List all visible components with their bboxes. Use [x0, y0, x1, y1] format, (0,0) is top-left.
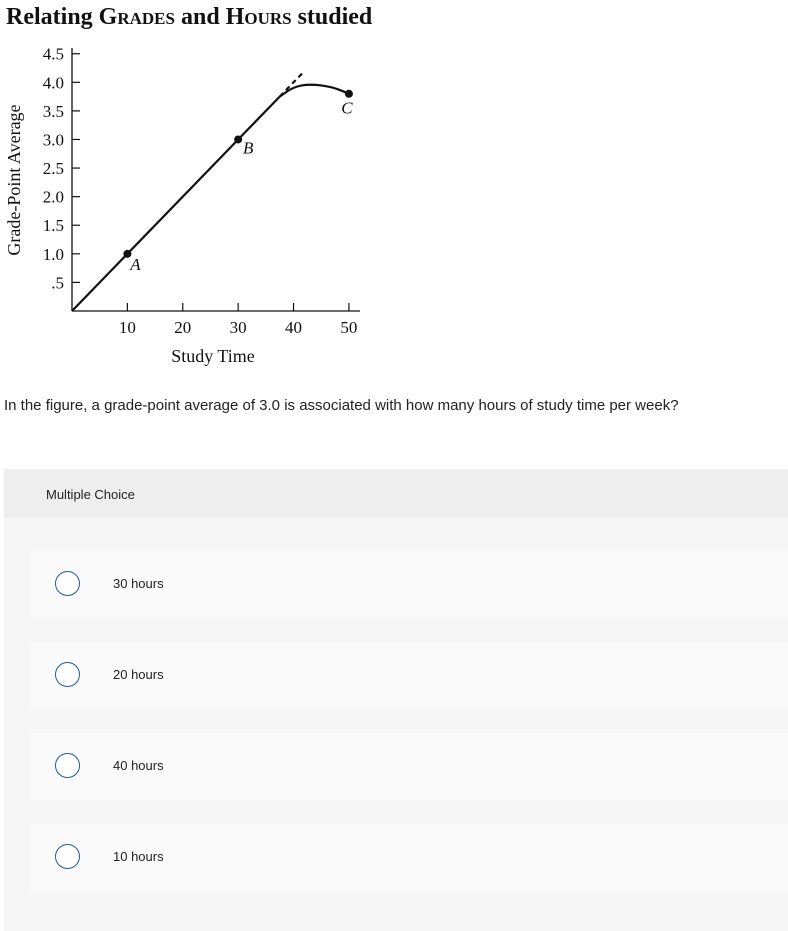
y-tick-label: 1.0 [42, 244, 64, 264]
x-axis-label: Study Time [171, 346, 255, 366]
x-tick-label: 50 [340, 318, 358, 337]
title-word: studied [297, 4, 373, 30]
x-tick-label: 10 [118, 318, 136, 337]
y-tick-label: 2.5 [42, 159, 64, 179]
title-word: and [180, 4, 220, 30]
multiple-choice-label: Multiple Choice [46, 487, 135, 502]
y-tick-label: 4.5 [42, 44, 64, 64]
title-word: Grades [98, 4, 175, 30]
chart-points [123, 90, 353, 274]
chart-axes [72, 48, 360, 311]
radio-button[interactable] [55, 844, 80, 869]
gpa-study-time-chart [0, 40, 400, 380]
series-line [72, 97, 280, 311]
title-word: Hours [225, 4, 292, 30]
answer-option-label: 20 hours [113, 667, 164, 682]
radio-button[interactable] [55, 662, 80, 687]
answer-option-label: 10 hours [113, 849, 164, 864]
x-tick-label: 20 [174, 318, 192, 337]
y-tick-label: 2.0 [42, 187, 64, 207]
x-axis-ticks [119, 303, 358, 337]
answer-option[interactable] [30, 642, 788, 708]
radio-button[interactable] [55, 571, 80, 596]
y-tick-label: .5 [51, 273, 64, 293]
x-tick-label: 40 [285, 318, 303, 337]
answer-option-label: 40 hours [113, 758, 164, 773]
y-tick-label: 3.0 [42, 130, 64, 150]
chart-series [72, 71, 349, 311]
answer-option[interactable] [30, 733, 788, 799]
point-marker [234, 135, 242, 143]
answer-option-label: 30 hours [113, 576, 164, 591]
y-tick-label: 4.0 [42, 73, 64, 93]
figure-title [6, 4, 372, 31]
radio-button[interactable] [55, 753, 80, 778]
question-text: In the figure, a grade-point average of 3.0 is associated with how many hours of study time per week? [4, 397, 679, 414]
series-line [280, 85, 349, 97]
point-label: A [130, 254, 141, 274]
point-marker [345, 90, 353, 98]
answer-option[interactable] [30, 551, 788, 617]
title-word: Relating [6, 4, 93, 30]
point-label: B [242, 138, 254, 158]
y-tick-label: 1.5 [42, 216, 64, 236]
point-label: C [341, 98, 353, 118]
multiple-choice-panel [4, 469, 788, 931]
answer-option[interactable] [30, 824, 788, 890]
y-axis-label: Grade-Point Average [4, 104, 24, 256]
multiple-choice-header [4, 469, 788, 518]
y-tick-label: 3.5 [42, 101, 64, 121]
y-axis-ticks [43, 45, 80, 293]
x-tick-label: 30 [229, 318, 247, 337]
